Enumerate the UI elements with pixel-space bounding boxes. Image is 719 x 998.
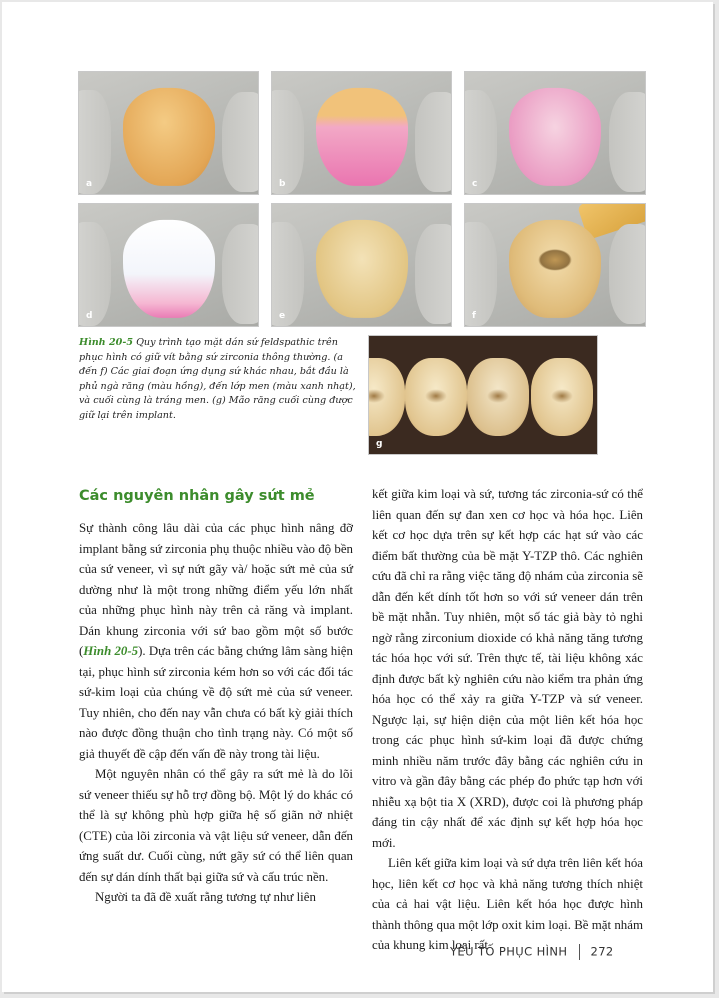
molar-2	[405, 358, 467, 436]
book-page	[2, 2, 713, 992]
panel-letter-a: a	[86, 179, 93, 189]
page-footer	[450, 944, 614, 960]
adjacent-tooth-left	[464, 90, 497, 194]
figure-panel-g	[368, 335, 598, 455]
adjacent-tooth-left	[78, 222, 111, 326]
paragraph-3: Người ta đã đề xuất rằng tương tự như liên	[95, 890, 316, 904]
adjacent-tooth-left	[271, 90, 304, 194]
crown-layer-a	[123, 88, 215, 186]
panel-letter-b: b	[279, 179, 286, 189]
figure-panel-c	[464, 71, 646, 195]
fissure	[487, 389, 509, 403]
panel-letter-f: f	[472, 311, 476, 321]
paragraph-1	[79, 518, 353, 764]
figure-panel-a	[78, 71, 259, 195]
caption-label: Hình 20-5	[79, 337, 134, 348]
paragraph-1-text-b: ). Dựa trên các bằng chứng lâm sàng hiện tại, phục hình sứ zirconia kém hơn so với các đối tác sứ-kim loại của chúng về độ sứt mẻ của sứ veneer. Tuy nhiên, cho đến nay vẫn chưa có bất kỳ giải thích nào được đồng thuận cho tình trạng này. Có một số giả thuyết đề cập đến vấn đề này trong tài liệu.	[79, 644, 353, 761]
page-number: 272	[590, 944, 614, 959]
adjacent-tooth-right	[415, 224, 452, 324]
panel-letter-e: e	[279, 311, 286, 321]
crown-layer-d	[123, 220, 215, 318]
adjacent-tooth-right	[222, 92, 259, 192]
figure-reference-link[interactable]: Hình 20-5	[83, 644, 139, 658]
figure-caption	[79, 336, 362, 423]
molar-3-crown	[467, 358, 529, 436]
figure-panel-d	[78, 203, 259, 327]
paragraph-5: Liên kết giữa kim loại và sứ dựa trên liên kết hóa học, liên kết cơ học và khả năng tương thích nhiệt của cả hai vật liệu. Liên kết hóa học được hình thành thông qua một lớp oxit kim loại. Bề mặt nhám của khung kim loại rất	[372, 856, 643, 952]
crown-layer-b	[316, 88, 408, 186]
occlusal-stain	[538, 249, 572, 271]
caption-text: Quy trình tạo mặt dán sứ feldspathic trên phục hình có giữ vít bằng sứ zirconia thông thường. (a đến f) Các giai đoạn ứng dụng sứ khác nhau, bắt đầu là phủ ngà răng (màu hồng), đến lớp men (màu xanh nhạt), và cuối cùng là tráng men. (g) Mão răng cuối cùng được giữ lại trên implant.	[79, 337, 356, 421]
fissure	[551, 389, 573, 403]
panel-letter-c: c	[472, 179, 478, 189]
fissure	[425, 389, 447, 403]
panel-letter-d: d	[86, 311, 93, 321]
adjacent-tooth-right	[609, 224, 646, 324]
crown-layer-e	[316, 220, 408, 318]
figure-panel-f	[464, 203, 646, 327]
adjacent-tooth-right	[415, 92, 452, 192]
adjacent-tooth-left	[464, 222, 497, 326]
paragraph-4: kết giữa kim loại và sứ, tương tác zirconia-sứ có thể liên quan đến sự đan xen cơ học và hóa học. Liên kết cơ học dựa trên sự kết hợp các hạt sứ vào các điểm bất thường của bề mặt Y-TZP thô. Các nghiên cứu đã chỉ ra rằng việc tăng độ nhám của zirconia sẽ dẫn đến kết dính tốt hơn so với sứ veneer dán trên bề mặt nhẵn. Tuy nhiên, một số tác giả bày tỏ nghi ngờ rằng zirconium dioxide có khả năng tăng tương tác hóa học với sứ. Trên thực tế, tài liệu không xác định được bất kỳ nghiên cứu nào kiểm tra phản ứng hóa học có thể xảy ra giữa Y-TZP và sứ veneer. Ngược lại, sự hiện diện của một liên kết hóa học trong các phục hình sứ-kim loại đã được chứng minh nhiều năm trước đây bằng các nghiên cứu in vitro và gần đây bằng các phép đo phức tạp hơn với nhiễu xạ bột tia X (XRD), được coi là phương pháp đáng tin cậy nhất để xác định sự kết hợp hóa học mới.	[372, 487, 643, 850]
molar-4	[531, 358, 593, 436]
figure-panel-b	[271, 71, 452, 195]
adjacent-tooth-left	[78, 90, 111, 194]
adjacent-tooth-left	[271, 222, 304, 326]
adjacent-tooth-right	[609, 92, 646, 192]
adjacent-tooth-right	[222, 224, 259, 324]
panel-letter-g: g	[376, 439, 383, 449]
fissure	[368, 389, 385, 403]
footer-divider	[579, 944, 580, 960]
crown-layer-f	[509, 220, 601, 318]
paragraph-2: Một nguyên nhân có thể gây ra sứt mẻ là do lõi sứ veneer thiếu sự hỗ trợ đồng bộ. Một lý do khác có thể là sự không phù hợp giữa hệ số giãn nở nhiệt (CTE) của lõi zirconia và vật liệu sứ veneer, dẫn đến ứng suất dư. Cuối cùng, nứt gãy sứ có thể liên quan đến sự dán dính thất bại giữa sứ và cấu trúc nền.	[79, 767, 353, 884]
chapter-title: YẾU TỐ PHỤC HÌNH	[450, 944, 568, 959]
crown-layer-c	[509, 88, 601, 186]
molar-1	[368, 358, 405, 436]
text-column-right	[372, 484, 643, 956]
paragraph-1-text-a: Sự thành công lâu dài của các phục hình nâng đỡ implant bằng sứ zirconia phụ thuộc nhiều vào độ bền của sứ veneer, vì sự nứt gãy và/ hoặc sứt mẻ của sứ dường như là một trong những điểm yếu lớn nhất của những phục hình này trên cả răng và implant. Dán khung zirconia với sứ bao gồm một số bước (	[79, 521, 353, 658]
figure-panel-e	[271, 203, 452, 327]
section-heading: Các nguyên nhân gây sứt mẻ	[79, 488, 315, 504]
text-column-left	[79, 518, 353, 908]
